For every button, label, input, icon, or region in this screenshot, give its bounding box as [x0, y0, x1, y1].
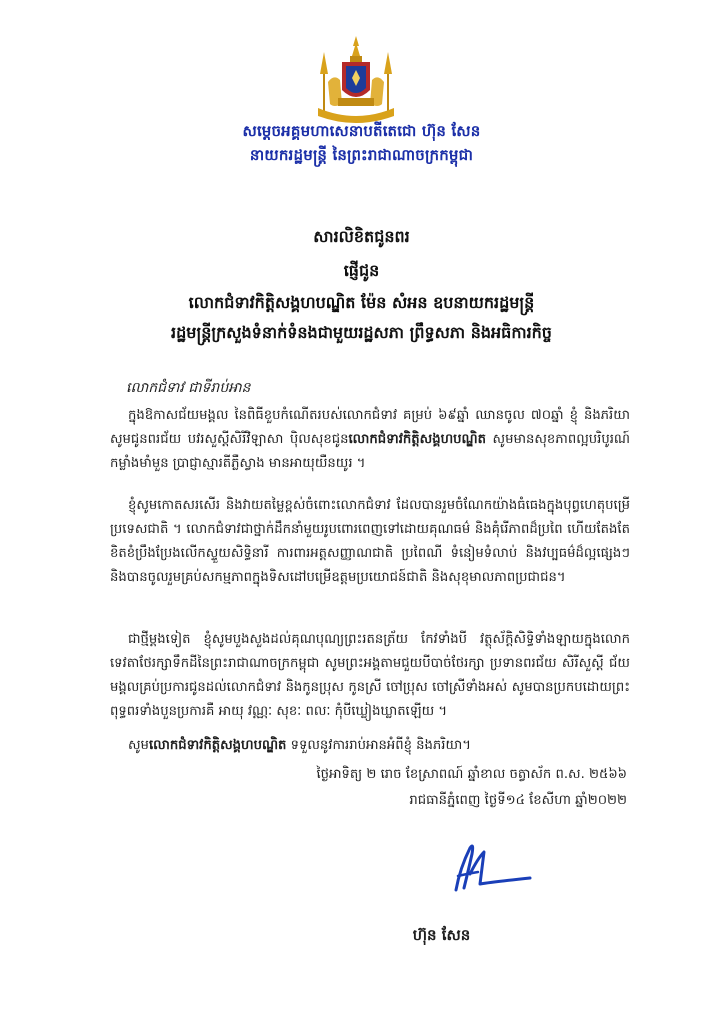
- paragraph-2-text: ខ្ញុំសូមកោតសរសើរ និងវាយតម្លៃខ្ពស់ចំពោះលោកជំទាវ ដែលបានរួមចំណែកយ៉ាងធំធេងក្នុងបុព្វហេតុបម្រើប្រទេសជាតិ ។ លោកជំទាវជាថ្នាក់ដឹកនាំមួយរូបពោរពេញទៅដោយគុណធម៌ និងគុំរើភាពដ៏ប្រពៃ ហើយតែងតែខិតខំប្រឹងប្រែងលើកស្ទួយសិទ្ធិនារី ការពារអត្តសញ្ញាណជាតិ ប្រពៃណី ទំនៀមទំលាប់ និងវប្បធម៌ដ៏ល្អផ្សេងៗ និងបានចូលរួមគ្រប់សកម្មភាពក្នុងទិសដៅបម្រើឧត្តមប្រយោជន៍ជាតិ និងសុខុមាលភាពប្រជាជន។: [110, 498, 630, 585]
- paragraph-4-recipient-honorific: លោកជំទាវកិត្តិសង្គហបណ្ឌិត: [148, 738, 287, 753]
- paragraph-1-text-b: សូមមានសុខភាពល្អបរិបូរណ៍ កម្លាំងមាំមួន ប្រាជ្ញាស្មារតីភ្លឺស្វាង មានអាយុយឺនយូរ ។: [110, 432, 630, 471]
- paragraph-3: [110, 628, 630, 724]
- letter-heading: សារលិខិតជូនពរ: [313, 227, 410, 246]
- place-and-date: រាជធានីភ្នំពេញ ថ្ងៃទី១៤ ខែសីហា ឆ្នាំ២០២២: [409, 793, 627, 808]
- sender-title: សម្ដេចអគ្គមហាសេនាបតីតេជោ ហ៊ុន សែន: [242, 122, 481, 140]
- paragraph-1-recipient-honorific: លោកជំទាវកិត្តិសង្គហបណ្ឌិត: [348, 432, 486, 447]
- recipient-name: លោកជំទាវកិត្តិសង្គហបណ្ឌិត ម៉ែន សំអន ឧបនាយករដ្ឋមន្ត្រី: [188, 293, 535, 312]
- sender-position: នាយករដ្ឋមន្ត្រី នៃព្រះរាជាណាចក្រកម្ពុជា: [249, 146, 474, 164]
- signer-name: ហ៊ុន សែន: [412, 926, 471, 944]
- paragraph-2: [110, 494, 630, 590]
- paragraph-1: [110, 404, 630, 476]
- handwritten-signature: [448, 838, 538, 900]
- lunar-date: ថ្ងៃអាទិត្យ ២ រោច ខែស្រាពណ៍ ឆ្នាំខាល ចត្វាស័ក ព.ស. ២៥៦៦: [316, 767, 627, 782]
- paragraph-4: [110, 734, 630, 758]
- paragraph-4-text-b: ទទួលនូវការរាប់អានអំពីខ្ញុំ និងភរិយា។: [286, 738, 471, 753]
- paragraph-1-text-a: ក្នុងឱកាសជ័យមង្គល នៃពិធីខួបកំណើតរបស់លោកជំទាវ គម្រប់ ៦៩ឆ្នាំ ឈានចូល ៧០ឆ្នាំ ខ្ញុំ និងភរិយាសូមជូនពរជ័យ បវរសួស្តីសិរីវិឡាសា ប៉ិលសុខជូន: [110, 408, 630, 447]
- paragraph-4-text-a: សូម: [128, 738, 149, 753]
- salutation: លោកជំទាវ ជាទីរាប់អាន: [126, 380, 251, 396]
- addressed-to-label: ផ្ញើជូន: [343, 261, 380, 280]
- royal-arms-of-cambodia-icon: [310, 34, 402, 126]
- paragraph-3-text: ជាថ្មីម្តងទៀត ខ្ញុំសូមបួងសួងដល់គុណបុណ្យព្រះរតនត្រ័យ កែវទាំងបី វត្ថុស័ក្តិសិទ្ធិទាំងឡាយក្នុងលោក ទេវតាថែរក្សាទឹកដីនៃព្រះរាជាណាចក្រកម្ពុជា សូមព្រះអង្គតាមជួយបីបាច់ថែរក្សា ប្រទានពរជ័យ សិរីសួស្តី ជ័យមង្គលគ្រប់ប្រការជូនដល់លោកជំទាវ និងកូនប្រុស កូនស្រី ចៅប្រុស ចៅស្រីទាំងអស់ សូមបានប្រកបដោយព្រះពុទ្ធពរទាំងបួនប្រការគឺ អាយុ វណ្ណៈ សុខៈ ពលៈ កុំបីឃ្លៀងឃ្លាតឡើយ ។: [110, 632, 630, 719]
- recipient-position: រដ្ឋមន្ត្រីក្រសួងទំនាក់ទំនងជាមួយរដ្ឋសភា ព្រឹទ្ធសភា និងអធិការកិច្ច: [171, 323, 552, 342]
